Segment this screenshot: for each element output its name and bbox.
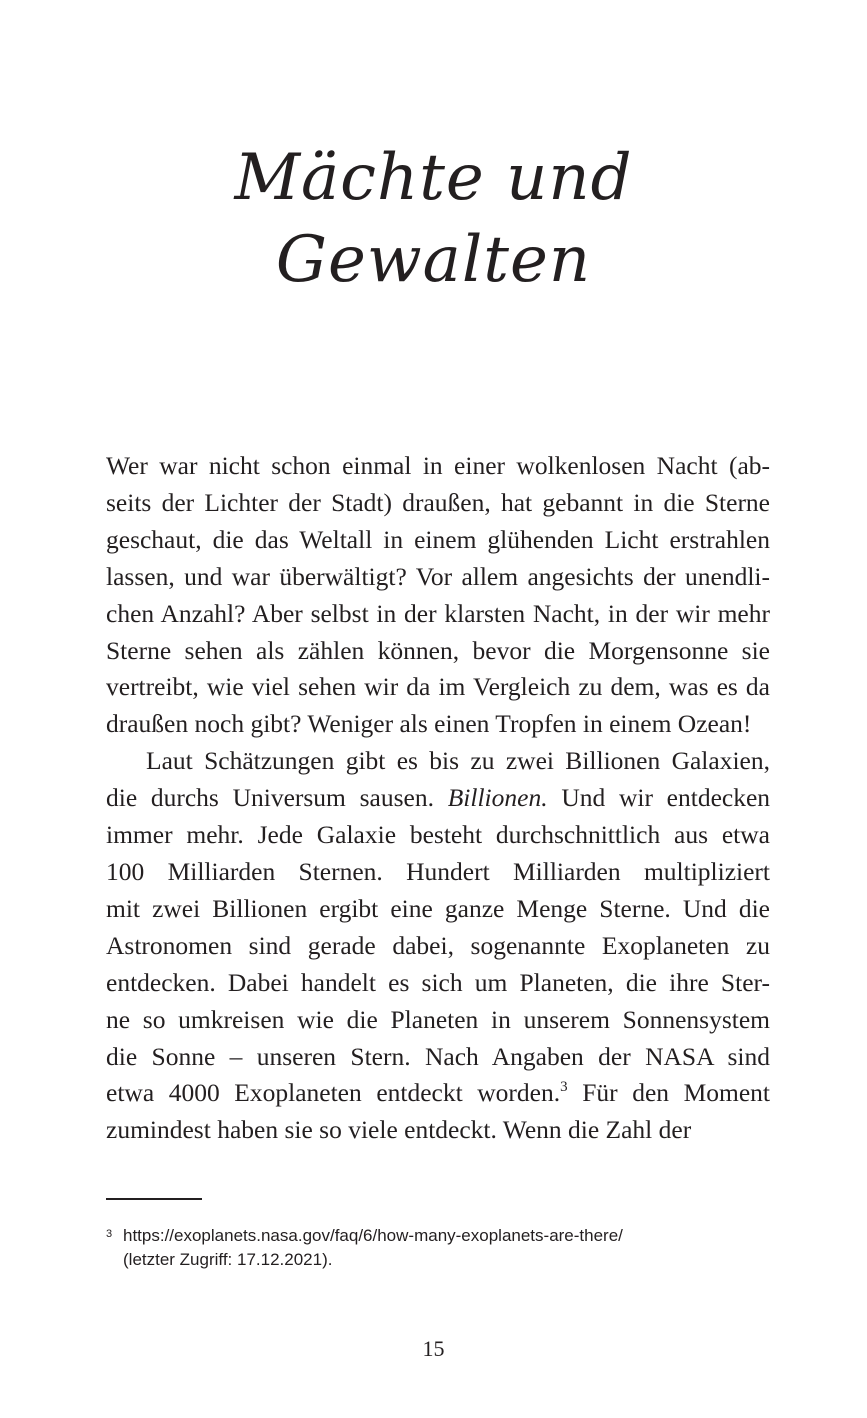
text-line: immer mehr. Jede Galaxie besteht durchschnittlich aus etwa [106, 820, 770, 850]
paragraph-2 [106, 743, 770, 1149]
text-line-with-emphasis [106, 780, 770, 817]
footnote-number: 3 [106, 1228, 113, 1240]
text-line: Laut Schätzungen gibt es bis zu zwei Billionen Galaxien, [146, 746, 770, 776]
text-line: geschaut, die das Weltall in einem glühenden Licht erstrahlen [106, 524, 770, 554]
text-segment: etwa 4000 Exoplaneten entdeckt worden. [106, 1078, 561, 1108]
text-line: seits der Lichter der Stadt) draußen, hat gebannt in die Sterne [106, 487, 770, 517]
text-line: die Sonne – unseren Stern. Nach Angaben der NASA sind [106, 1041, 770, 1071]
text-line: Wer war nicht schon einmal in einer wolkenlosen Nacht (ab- [106, 451, 770, 480]
text-line: vertreibt, wie viel sehen wir da im Vergleich zu dem, was es da [106, 672, 770, 702]
text-line: Sterne sehen als zählen können, bevor die Morgensonne sie [106, 635, 770, 665]
paragraph-1 [106, 448, 770, 743]
text-line: entdecken. Dabei handelt es sich um Planeten, die ihre Ster- [106, 967, 770, 997]
text-line: draußen noch gibt? Weniger als einen Tropfen in einem Ozean! [106, 709, 752, 739]
text-line: chen Anzahl? Aber selbst in der klarsten Nacht, in der wir mehr [106, 598, 770, 628]
footnote [106, 1224, 770, 1272]
text-line: Astronomen sind gerade dabei, sogenannte Exoplaneten zu [106, 930, 770, 960]
footnote-divider [106, 1198, 202, 1200]
footnote-marker[interactable]: 3 [560, 1079, 568, 1096]
text-line-with-footnote [106, 1075, 770, 1112]
text-line: zumindest haben sie so viele entdeckt. Wenn die Zahl der [106, 1115, 692, 1145]
text-line: lassen, und war überwältigt? Vor allem angesichts der unendli- [106, 561, 770, 591]
body-text [106, 448, 770, 1149]
emphasized-word: Billionen. [447, 783, 548, 813]
chapter-title-line-1: Mächte und [234, 141, 633, 215]
text-segment: die durchs Universum sausen. [106, 783, 434, 813]
footnote-access-date: (letzter Zugriff: 17.12.2021). [123, 1250, 333, 1269]
footnote-url[interactable]: https://exoplanets.nasa.gov/faq/6/how-many-exoplanets-are-there/ [123, 1226, 623, 1245]
text-line: mit zwei Billionen ergibt eine ganze Menge Sterne. Und die [106, 893, 770, 923]
text-segment: Und wir entdecken [561, 783, 771, 813]
text-line: ne so umkreisen wie die Planeten in unserem Sonnensystem [106, 1004, 770, 1034]
chapter-title-line-2: Gewalten [275, 223, 592, 297]
text-line: 100 Milliarden Sternen. Hundert Milliarden multipliziert [106, 856, 770, 886]
text-segment: Für den Moment [582, 1078, 771, 1108]
page-number: 15 [422, 1336, 445, 1361]
